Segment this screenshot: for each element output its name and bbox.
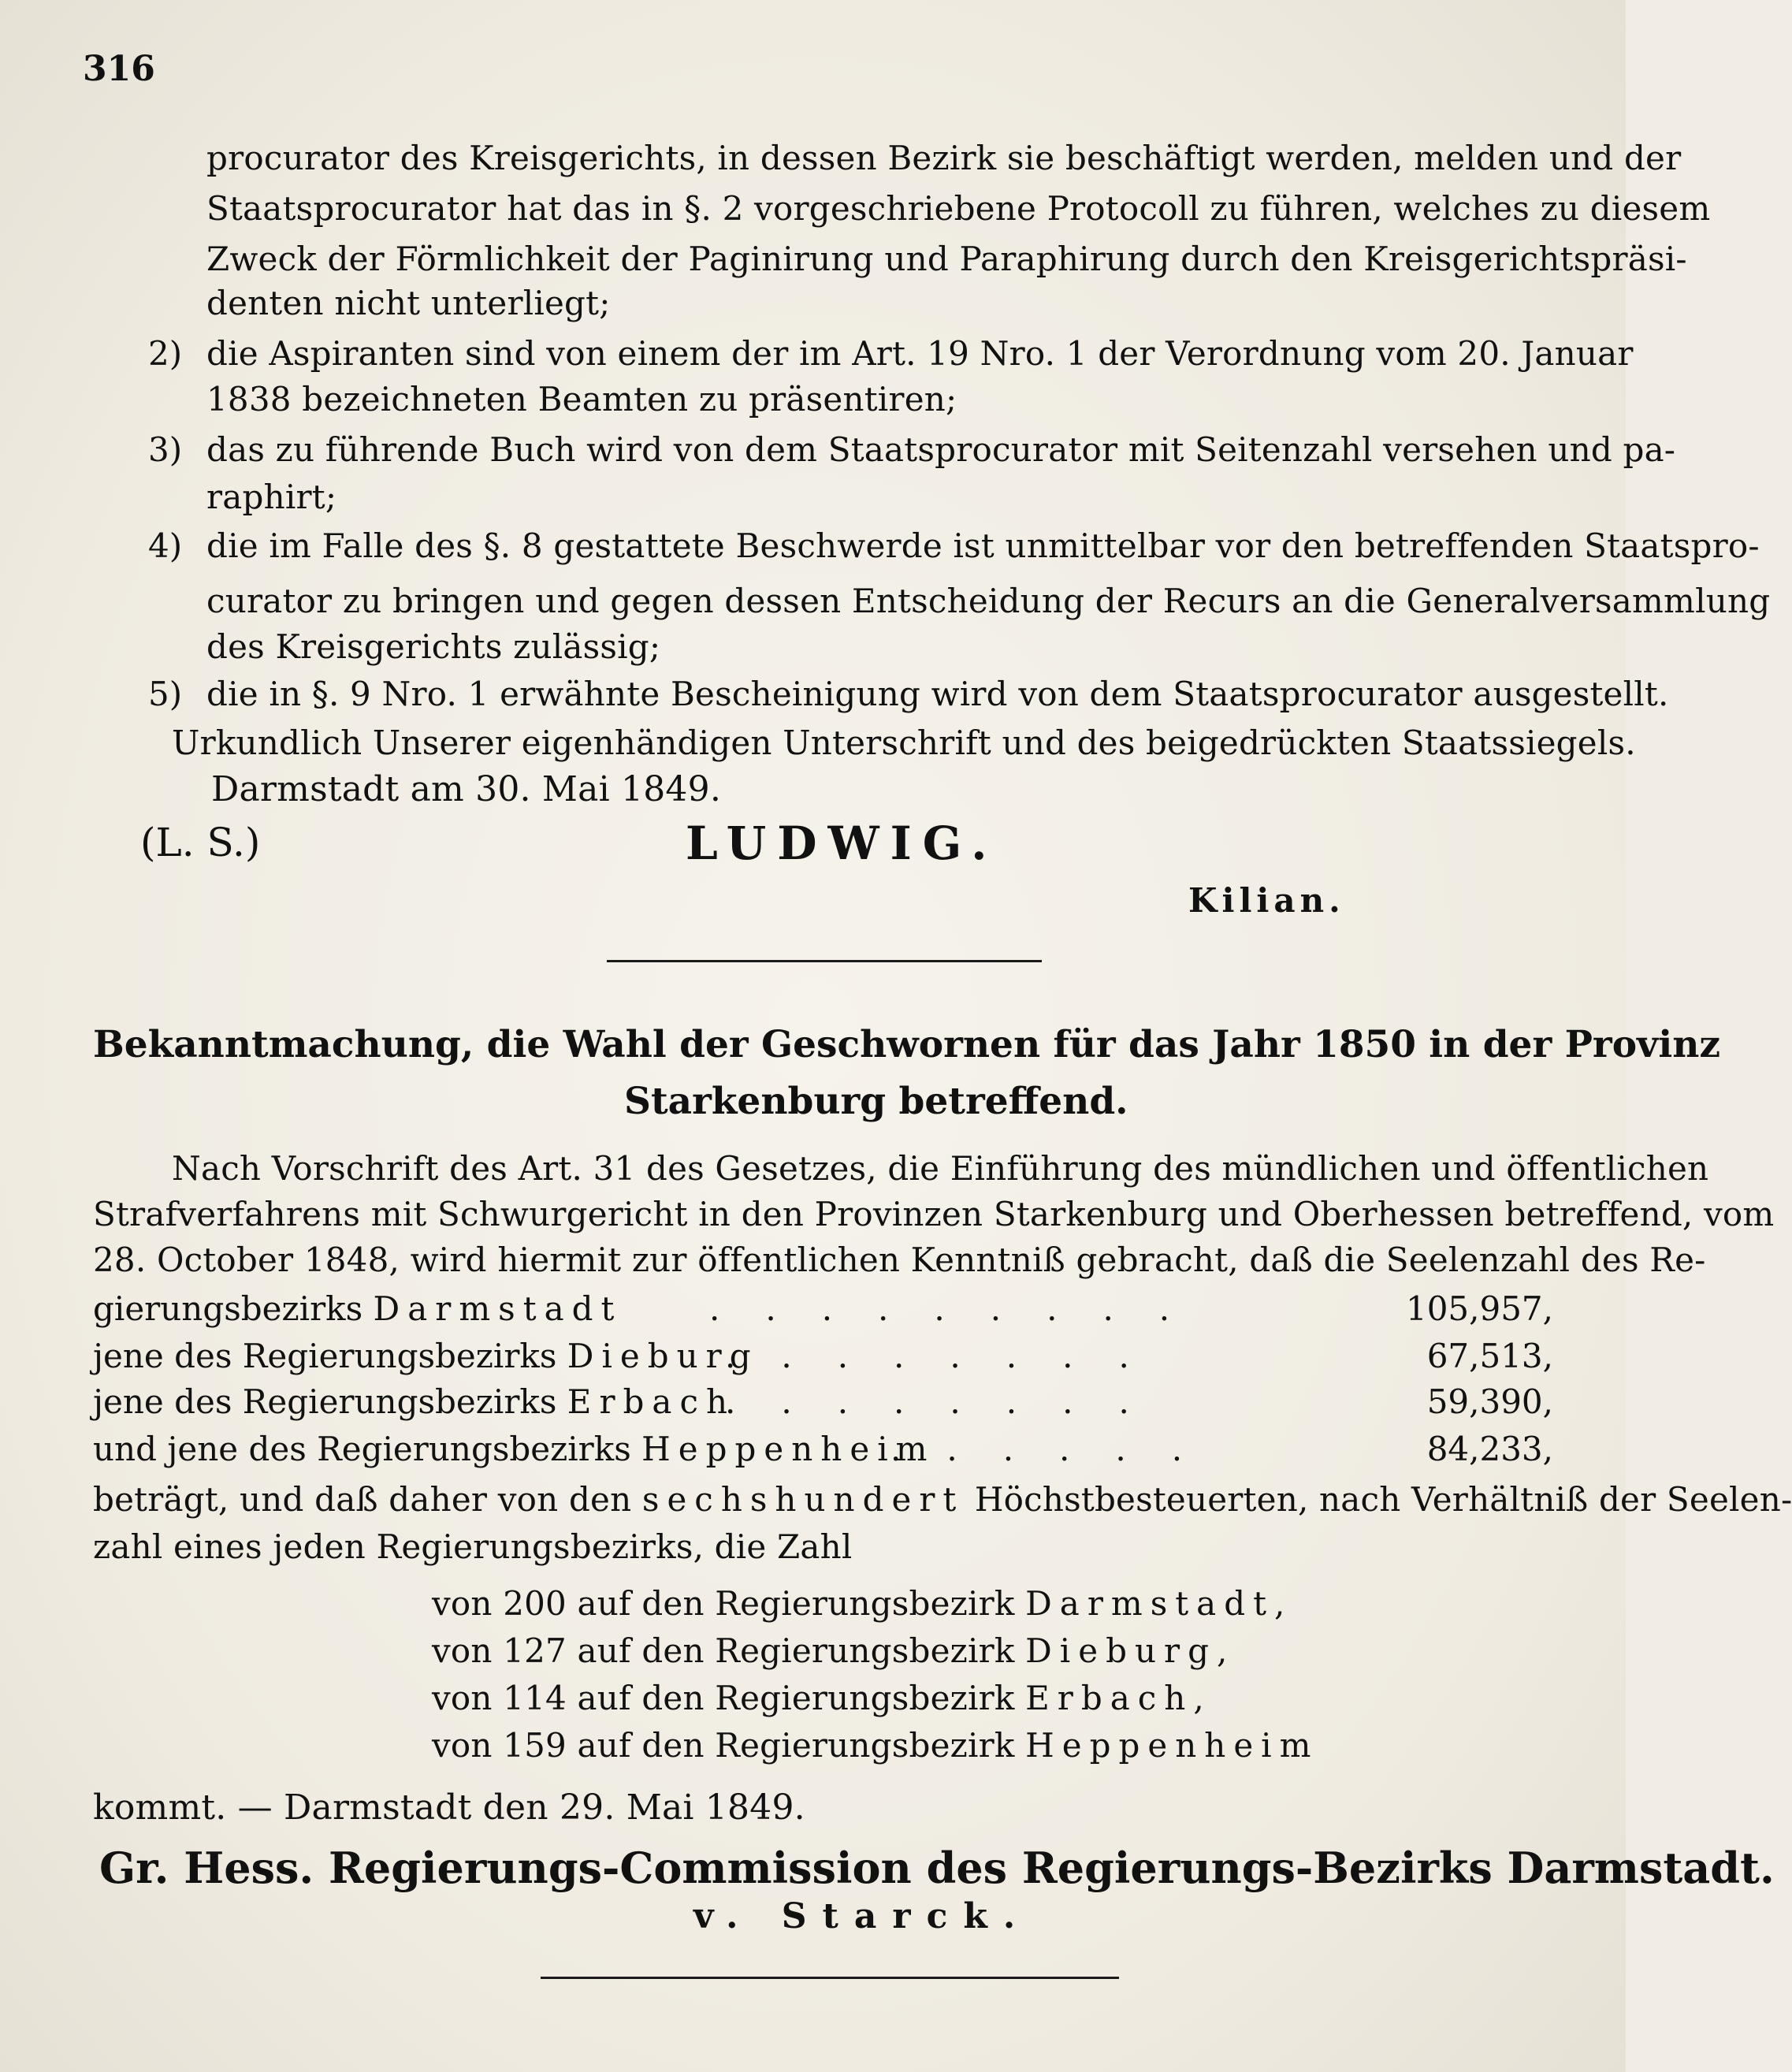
- leader-dots: ......: [890, 1430, 1229, 1468]
- list-item-line: das zu führende Buch wird von dem Staatsprocurator mit Seitenzahl versehen und pa-: [206, 430, 1676, 469]
- page-number: 316: [83, 49, 155, 89]
- allocation-line: von 200 auf den Regierungsbezirk Darmstadt,: [432, 1584, 1285, 1623]
- ordinance-closing: Urkundlich Unserer eigenhändigen Unterschrift und des beigedrückten Staatssiegels.: [172, 724, 1636, 762]
- announcement-title-line2: Starkenburg betreffend.: [624, 1080, 1128, 1123]
- list-number: 3): [148, 430, 183, 469]
- countersignature: Kilian.: [1188, 881, 1345, 920]
- announcement-middle-line2: zahl eines jeden Regierungsbezirks, die Zahl: [93, 1527, 853, 1566]
- list-item-line: curator zu bringen und gegen dessen Entscheidung der Recurs an die Generalversammlung: [206, 582, 1771, 620]
- announcement-body-line: Strafverfahrens mit Schwurgericht in den Provinzen Starkenburg und Oberhessen betreffend, vom: [93, 1195, 1775, 1233]
- ordinance-line: procurator des Kreisgerichts, in dessen Bezirk sie beschäftigt werden, melden und der: [206, 139, 1682, 177]
- district-name: Heppenheim: [641, 1430, 935, 1468]
- announcement-middle-line: beträgt, und daß daher von den sechshundert Höchstbesteuerten, nach Verhältniß der Seelen-: [93, 1480, 1792, 1519]
- list-item-line: die Aspiranten sind von einem der im Art. 19 Nro. 1 der Verordnung vom 20. Januar: [206, 334, 1634, 373]
- allocation-line: von 127 auf den Regierungsbezirk Dieburg,: [432, 1631, 1228, 1670]
- leader-dots: ........: [725, 1337, 1175, 1375]
- population-value: 59,390,: [1426, 1382, 1553, 1421]
- list-item-line: die im Falle des §. 8 gestattete Beschwerde ist unmittelbar vor den betreffenden Staatspro-: [206, 526, 1760, 565]
- population-value: 67,513,: [1426, 1337, 1553, 1375]
- ordinance-line: Zweck der Förmlichkeit der Paginirung und Paraphirung durch den Kreisgerichtspräsi-: [206, 240, 1687, 278]
- leader-dots: ........: [725, 1382, 1175, 1421]
- population-label: gierungsbezirks Darmstadt: [93, 1289, 623, 1328]
- district-name: Darmstadt: [373, 1289, 623, 1328]
- ordinance-place-date: Darmstadt am 30. Mai 1849.: [211, 769, 722, 809]
- population-label: und jene des Regierungsbezirks Heppenheim: [93, 1430, 935, 1468]
- announcement-body-line: Nach Vorschrift des Art. 31 des Gesetzes, die Einführung des mündlichen und öffentlichen: [172, 1149, 1709, 1188]
- issuing-authority: Gr. Hess. Regierungs-Commission des Regierungs-Bezirks Darmstadt.: [99, 1843, 1775, 1893]
- seal-mark: (L. S.): [140, 820, 261, 865]
- district-name: Dieburg: [567, 1337, 759, 1375]
- leader-dots: .........: [709, 1289, 1216, 1328]
- population-value: 84,233,: [1426, 1430, 1553, 1468]
- signer-name: v. Starck.: [693, 1896, 1032, 1936]
- section-divider: [607, 960, 1042, 962]
- list-item-line: die in §. 9 Nro. 1 erwähnte Bescheinigung wird von dem Staatsprocurator ausgestellt.: [206, 675, 1669, 713]
- announcement-body-line: 28. October 1848, wird hiermit zur öffentlichen Kenntniß gebracht, daß die Seelenzahl des Re-: [93, 1241, 1706, 1279]
- announcement-closing: kommt. — Darmstadt den 29. Mai 1849.: [93, 1787, 805, 1828]
- district-name: Erbach: [567, 1382, 736, 1421]
- list-number: 4): [148, 526, 183, 565]
- population-value: 105,957,: [1405, 1289, 1553, 1328]
- population-label: jene des Regierungsbezirks Erbach: [93, 1382, 736, 1421]
- signature-ludwig: LUDWIG.: [686, 817, 998, 870]
- allocation-line: von 114 auf den Regierungsbezirk Erbach,: [432, 1679, 1204, 1717]
- ordinance-line: denten nicht unterliegt;: [206, 284, 611, 322]
- list-number: 2): [148, 334, 183, 373]
- list-item-line: raphirt;: [206, 478, 337, 516]
- bottom-divider: [541, 1977, 1119, 1979]
- population-label: jene des Regierungsbezirks Dieburg: [93, 1337, 759, 1375]
- list-item-line: des Kreisgerichts zulässig;: [206, 627, 661, 666]
- announcement-title: Bekanntmachung, die Wahl der Geschwornen für das Jahr 1850 in der Provinz: [93, 1023, 1721, 1066]
- allocation-line: von 159 auf den Regierungsbezirk Heppenheim: [432, 1726, 1319, 1765]
- ordinance-line: Staatsprocurator hat das in §. 2 vorgeschriebene Protocoll zu führen, welches zu diesem: [206, 189, 1711, 228]
- list-item-line: 1838 bezeichneten Beamten zu präsentiren;: [206, 380, 957, 418]
- list-number: 5): [148, 675, 183, 713]
